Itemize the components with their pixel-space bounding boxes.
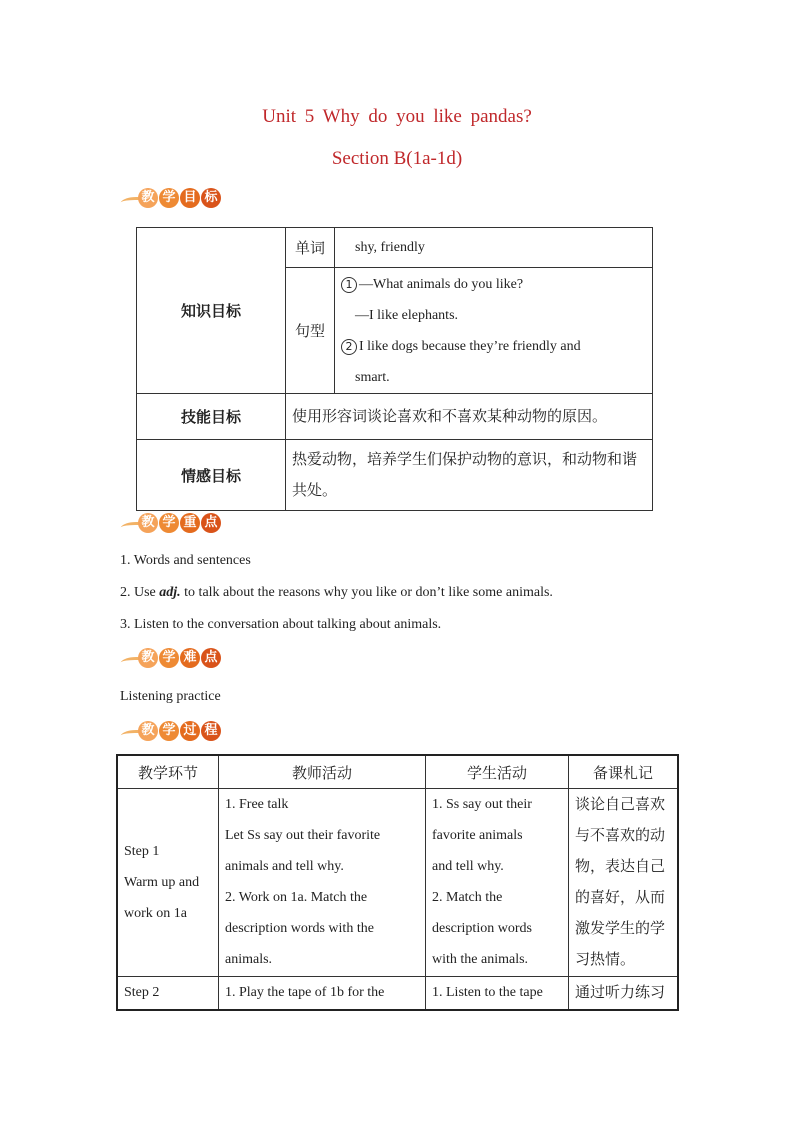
badge-char: 难 — [180, 648, 200, 668]
sentence-patterns — [335, 268, 653, 394]
teacher-line: 2. Work on 1a. Match the — [225, 890, 368, 905]
teacher-line: animals. — [225, 952, 273, 967]
badge-char: 点 — [201, 513, 221, 533]
process-table — [116, 754, 679, 1011]
badge-char: 教 — [138, 513, 158, 533]
number-circle: 2 — [341, 339, 357, 355]
unit-title: Unit 5 Why do you like pandas? — [262, 106, 532, 127]
sentence-line — [335, 331, 652, 362]
notes-line: 物，表达自己 — [575, 857, 666, 875]
step-line: Warm up and — [124, 875, 200, 890]
vocab-label: 单词 — [286, 228, 335, 268]
student-line: 1. Listen to the tape — [432, 985, 543, 1000]
student-line: 2. Match the — [432, 890, 503, 905]
objectives-table — [136, 227, 653, 511]
step-cell — [117, 789, 219, 977]
student-line: description words — [432, 921, 532, 936]
section-title: Section B(1a-1d) — [331, 148, 463, 169]
vocab-value: shy, friendly — [335, 228, 653, 268]
table-row — [117, 789, 678, 977]
badge-char: 程 — [201, 721, 221, 741]
notes-line: 通过听力练习 — [575, 983, 666, 1001]
badge-char: 目 — [180, 188, 200, 208]
teacher-cell — [219, 789, 426, 977]
sentence-text: smart. — [355, 369, 390, 385]
col-header-notes: 备课札记 — [569, 755, 679, 789]
key-point-2: 2. Use adj. to talk about the reasons why you like or don’t like some animals. — [120, 585, 553, 600]
number-circle: 1 — [341, 277, 357, 293]
col-header-teacher: 教师活动 — [219, 755, 426, 789]
badge-char: 标 — [201, 188, 221, 208]
key-point-1: 1. Words and sentences — [120, 553, 251, 568]
student-cell — [426, 789, 569, 977]
badge-char: 点 — [201, 648, 221, 668]
emotion-label: 情感目标 — [137, 440, 286, 511]
sentence-text: I like dogs because they’re friendly and — [359, 338, 581, 354]
badge-char: 学 — [159, 188, 179, 208]
notes-cell — [569, 789, 679, 977]
step-line: Step 1 — [124, 844, 160, 859]
step-cell — [117, 977, 219, 1010]
teacher-line: 1. Play the tape of 1b for the — [225, 985, 385, 1000]
student-line: favorite animals — [432, 828, 523, 843]
notes-line: 谈论自己喜欢 — [575, 795, 666, 813]
badge-char: 学 — [159, 721, 179, 741]
adj-abbrev: adj. — [159, 585, 181, 600]
notes-line: 与不喜欢的动 — [575, 826, 666, 844]
student-line: 1. Ss say out their — [432, 797, 532, 812]
col-header-student: 学生活动 — [426, 755, 569, 789]
badge-char: 过 — [180, 721, 200, 741]
badge-char: 重 — [180, 513, 200, 533]
sentence-text: —I like elephants. — [355, 307, 459, 323]
student-cell — [426, 977, 569, 1010]
knowledge-label: 知识目标 — [137, 228, 286, 394]
teacher-line: description words with the — [225, 921, 374, 936]
emotion-value: 热爱动物，培养学生们保护动物的意识，和动物和谐共处。 — [286, 440, 653, 511]
sentence-label: 句型 — [286, 268, 335, 394]
sentence-line — [335, 362, 652, 393]
skill-label: 技能目标 — [137, 394, 286, 440]
sentence-line — [335, 300, 652, 331]
badge-char: 教 — [138, 721, 158, 741]
difficulty-text: Listening practice — [120, 689, 221, 704]
table-row — [117, 977, 678, 1010]
skill-value: 使用形容词谈论喜欢和不喜欢某种动物的原因。 — [286, 394, 653, 440]
key-point-3: 3. Listen to the conversation about talking about animals. — [120, 617, 442, 632]
step-line: work on 1a — [124, 906, 187, 921]
badge-char: 学 — [159, 648, 179, 668]
notes-line: 的喜好，从而 — [575, 888, 666, 906]
badge-char: 教 — [138, 648, 158, 668]
teacher-cell — [219, 977, 426, 1010]
teacher-line: 1. Free talk — [225, 797, 289, 812]
notes-line: 激发学生的学 — [575, 919, 666, 937]
teacher-line: Let Ss say out their favorite — [225, 828, 381, 843]
step-line: Step 2 — [124, 985, 160, 1000]
badge-char: 学 — [159, 513, 179, 533]
student-line: and tell why. — [432, 859, 504, 874]
badge-char: 教 — [138, 188, 158, 208]
sentence-text: —What animals do you like? — [359, 276, 524, 292]
sentence-line — [335, 269, 652, 300]
col-header-stage: 教学环节 — [117, 755, 219, 789]
student-line: with the animals. — [432, 952, 529, 967]
teacher-line: animals and tell why. — [225, 859, 344, 874]
notes-cell — [569, 977, 679, 1010]
notes-line: 习热情。 — [575, 950, 636, 968]
